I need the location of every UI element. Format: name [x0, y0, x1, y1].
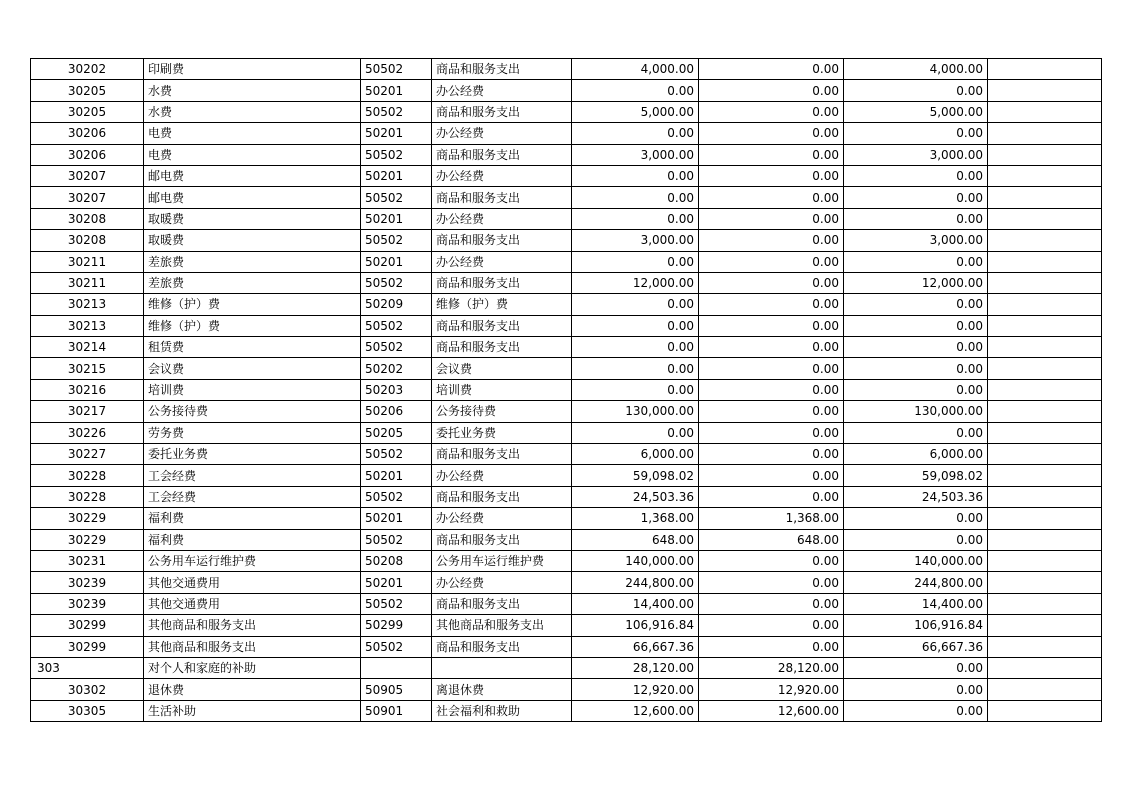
project-expense-cell: 106,916.84	[844, 615, 988, 636]
table-row	[31, 465, 1102, 486]
project-expense-cell: 14,400.00	[844, 593, 988, 614]
total-amount-cell: 0.00	[572, 165, 699, 186]
basic-expense-cell: 0.00	[699, 615, 844, 636]
note-cell	[988, 230, 1102, 251]
basic-expense-cell: 0.00	[699, 80, 844, 101]
basic-expense-cell: 0.00	[699, 230, 844, 251]
basic-expense-cell: 0.00	[699, 422, 844, 443]
econ-class-code-cell: 30231	[31, 550, 144, 571]
table-row	[31, 679, 1102, 700]
gov-econ-code-cell: 50502	[361, 59, 432, 80]
note-cell	[988, 593, 1102, 614]
gov-econ-code-cell: 50502	[361, 486, 432, 507]
gov-econ-code-cell: 50201	[361, 508, 432, 529]
note-cell	[988, 508, 1102, 529]
econ-class-name-cell: 委托业务费	[144, 444, 361, 465]
project-expense-cell: 0.00	[844, 208, 988, 229]
econ-class-code-cell: 30239	[31, 572, 144, 593]
project-expense-cell: 6,000.00	[844, 444, 988, 465]
table-row	[31, 144, 1102, 165]
gov-econ-name-cell: 商品和服务支出	[432, 444, 572, 465]
project-expense-cell: 244,800.00	[844, 572, 988, 593]
table-row	[31, 101, 1102, 122]
gov-econ-name-cell: 办公经费	[432, 508, 572, 529]
table-row	[31, 444, 1102, 465]
gov-econ-name-cell: 其他商品和服务支出	[432, 615, 572, 636]
total-amount-cell: 3,000.00	[572, 230, 699, 251]
note-cell	[988, 337, 1102, 358]
table-row	[31, 636, 1102, 657]
total-amount-cell: 0.00	[572, 294, 699, 315]
table-row	[31, 401, 1102, 422]
gov-econ-code-cell: 50202	[361, 358, 432, 379]
gov-econ-name-cell: 商品和服务支出	[432, 144, 572, 165]
total-amount-cell: 12,920.00	[572, 679, 699, 700]
gov-econ-name-cell: 离退休费	[432, 679, 572, 700]
basic-expense-cell: 0.00	[699, 59, 844, 80]
basic-expense-cell: 0.00	[699, 379, 844, 400]
econ-class-code-cell: 30239	[31, 593, 144, 614]
gov-econ-code-cell: 50206	[361, 401, 432, 422]
project-expense-cell: 12,000.00	[844, 272, 988, 293]
econ-class-code-cell: 30211	[31, 251, 144, 272]
note-cell	[988, 165, 1102, 186]
total-amount-cell: 0.00	[572, 208, 699, 229]
project-expense-cell: 0.00	[844, 508, 988, 529]
econ-class-name-cell: 生活补助	[144, 700, 361, 721]
project-expense-cell: 24,503.36	[844, 486, 988, 507]
gov-econ-name-cell: 社会福利和救助	[432, 700, 572, 721]
econ-class-code-cell: 30229	[31, 508, 144, 529]
basic-expense-cell: 0.00	[699, 337, 844, 358]
project-expense-cell: 0.00	[844, 80, 988, 101]
econ-class-name-cell: 公务接待费	[144, 401, 361, 422]
table-row	[31, 337, 1102, 358]
note-cell	[988, 123, 1102, 144]
project-expense-cell: 0.00	[844, 657, 988, 678]
econ-class-name-cell: 其他交通费用	[144, 572, 361, 593]
gov-econ-name-cell: 办公经费	[432, 165, 572, 186]
econ-class-name-cell: 其他商品和服务支出	[144, 636, 361, 657]
gov-econ-code-cell: 50299	[361, 615, 432, 636]
gov-econ-code-cell: 50502	[361, 315, 432, 336]
gov-econ-name-cell: 办公经费	[432, 572, 572, 593]
table-row	[31, 358, 1102, 379]
basic-expense-cell: 0.00	[699, 165, 844, 186]
basic-expense-cell: 0.00	[699, 272, 844, 293]
basic-expense-cell: 0.00	[699, 486, 844, 507]
gov-econ-name-cell: 办公经费	[432, 80, 572, 101]
note-cell	[988, 700, 1102, 721]
basic-expense-cell: 0.00	[699, 123, 844, 144]
econ-class-code-cell: 30299	[31, 615, 144, 636]
table-row	[31, 700, 1102, 721]
table-row	[31, 572, 1102, 593]
total-amount-cell: 0.00	[572, 379, 699, 400]
project-expense-cell: 0.00	[844, 294, 988, 315]
econ-class-name-cell: 工会经费	[144, 486, 361, 507]
project-expense-cell: 0.00	[844, 679, 988, 700]
econ-class-name-cell: 水费	[144, 80, 361, 101]
note-cell	[988, 401, 1102, 422]
econ-class-name-cell: 邮电费	[144, 165, 361, 186]
table-row	[31, 272, 1102, 293]
project-expense-cell: 140,000.00	[844, 550, 988, 571]
total-amount-cell: 6,000.00	[572, 444, 699, 465]
gov-econ-code-cell: 50201	[361, 123, 432, 144]
note-cell	[988, 80, 1102, 101]
gov-econ-code-cell: 50201	[361, 251, 432, 272]
project-expense-cell: 59,098.02	[844, 465, 988, 486]
total-amount-cell: 24,503.36	[572, 486, 699, 507]
gov-econ-code-cell: 50203	[361, 379, 432, 400]
econ-class-name-cell: 福利费	[144, 508, 361, 529]
gov-econ-code-cell: 50201	[361, 208, 432, 229]
project-expense-cell: 0.00	[844, 337, 988, 358]
gov-econ-name-cell: 商品和服务支出	[432, 59, 572, 80]
basic-expense-cell: 0.00	[699, 208, 844, 229]
basic-expense-cell: 0.00	[699, 636, 844, 657]
econ-class-code-cell: 30227	[31, 444, 144, 465]
total-amount-cell: 12,600.00	[572, 700, 699, 721]
econ-class-code-cell: 30229	[31, 529, 144, 550]
table-row	[31, 187, 1102, 208]
note-cell	[988, 379, 1102, 400]
gov-econ-name-cell: 公务用车运行维护费	[432, 550, 572, 571]
gov-econ-code-cell: 50502	[361, 444, 432, 465]
econ-class-name-cell: 其他商品和服务支出	[144, 615, 361, 636]
project-expense-cell: 130,000.00	[844, 401, 988, 422]
gov-econ-code-cell: 50502	[361, 230, 432, 251]
gov-econ-code-cell: 50502	[361, 101, 432, 122]
total-amount-cell: 0.00	[572, 315, 699, 336]
total-amount-cell: 4,000.00	[572, 59, 699, 80]
note-cell	[988, 187, 1102, 208]
gov-econ-name-cell: 商品和服务支出	[432, 593, 572, 614]
econ-class-name-cell: 印刷费	[144, 59, 361, 80]
basic-expense-cell: 648.00	[699, 529, 844, 550]
total-amount-cell: 0.00	[572, 337, 699, 358]
table-row	[31, 379, 1102, 400]
note-cell	[988, 657, 1102, 678]
gov-econ-code-cell: 50901	[361, 700, 432, 721]
gov-econ-name-cell: 会议费	[432, 358, 572, 379]
note-cell	[988, 444, 1102, 465]
total-amount-cell: 14,400.00	[572, 593, 699, 614]
econ-class-code-cell: 30213	[31, 294, 144, 315]
gov-econ-code-cell: 50201	[361, 465, 432, 486]
table-row	[31, 657, 1102, 678]
project-expense-cell: 0.00	[844, 315, 988, 336]
gov-econ-code-cell: 50201	[361, 80, 432, 101]
gov-econ-code-cell: 50201	[361, 572, 432, 593]
gov-econ-name-cell: 商品和服务支出	[432, 486, 572, 507]
econ-class-name-cell: 差旅费	[144, 251, 361, 272]
project-expense-cell: 3,000.00	[844, 144, 988, 165]
project-expense-cell: 66,667.36	[844, 636, 988, 657]
econ-class-name-cell: 取暖费	[144, 230, 361, 251]
table-row	[31, 230, 1102, 251]
table-row	[31, 486, 1102, 507]
total-amount-cell: 0.00	[572, 123, 699, 144]
econ-class-name-cell: 退休费	[144, 679, 361, 700]
project-expense-cell: 0.00	[844, 379, 988, 400]
project-expense-cell: 0.00	[844, 123, 988, 144]
project-expense-cell: 0.00	[844, 251, 988, 272]
gov-econ-name-cell	[432, 657, 572, 678]
table-row	[31, 422, 1102, 443]
total-amount-cell: 0.00	[572, 251, 699, 272]
gov-econ-code-cell: 50201	[361, 165, 432, 186]
note-cell	[988, 272, 1102, 293]
gov-econ-name-cell: 公务接待费	[432, 401, 572, 422]
econ-class-code-cell: 30211	[31, 272, 144, 293]
econ-class-code-cell: 30214	[31, 337, 144, 358]
table-row	[31, 615, 1102, 636]
note-cell	[988, 315, 1102, 336]
budget-table	[30, 58, 1102, 722]
note-cell	[988, 144, 1102, 165]
total-amount-cell: 28,120.00	[572, 657, 699, 678]
project-expense-cell: 0.00	[844, 700, 988, 721]
basic-expense-cell: 12,920.00	[699, 679, 844, 700]
note-cell	[988, 208, 1102, 229]
econ-class-code-cell: 30228	[31, 486, 144, 507]
gov-econ-code-cell: 50502	[361, 593, 432, 614]
gov-econ-code-cell: 50208	[361, 550, 432, 571]
econ-class-name-cell: 维修（护）费	[144, 294, 361, 315]
total-amount-cell: 66,667.36	[572, 636, 699, 657]
econ-class-code-cell: 30205	[31, 101, 144, 122]
basic-expense-cell: 1,368.00	[699, 508, 844, 529]
econ-class-name-cell: 取暖费	[144, 208, 361, 229]
econ-class-code-cell: 30207	[31, 187, 144, 208]
note-cell	[988, 636, 1102, 657]
basic-expense-cell: 0.00	[699, 251, 844, 272]
econ-class-code-cell: 30206	[31, 144, 144, 165]
gov-econ-code-cell: 50205	[361, 422, 432, 443]
total-amount-cell: 3,000.00	[572, 144, 699, 165]
note-cell	[988, 422, 1102, 443]
total-amount-cell: 130,000.00	[572, 401, 699, 422]
gov-econ-name-cell: 商品和服务支出	[432, 529, 572, 550]
total-amount-cell: 244,800.00	[572, 572, 699, 593]
gov-econ-code-cell: 50209	[361, 294, 432, 315]
gov-econ-name-cell: 办公经费	[432, 208, 572, 229]
gov-econ-name-cell: 商品和服务支出	[432, 187, 572, 208]
econ-class-code-cell: 30226	[31, 422, 144, 443]
econ-class-name-cell: 福利费	[144, 529, 361, 550]
table-row	[31, 208, 1102, 229]
total-amount-cell: 0.00	[572, 422, 699, 443]
table-body	[31, 59, 1102, 722]
gov-econ-name-cell: 商品和服务支出	[432, 337, 572, 358]
basic-expense-cell: 0.00	[699, 465, 844, 486]
econ-class-name-cell: 其他交通费用	[144, 593, 361, 614]
total-amount-cell: 648.00	[572, 529, 699, 550]
basic-expense-cell: 0.00	[699, 294, 844, 315]
basic-expense-cell: 0.00	[699, 144, 844, 165]
total-amount-cell: 1,368.00	[572, 508, 699, 529]
total-amount-cell: 0.00	[572, 358, 699, 379]
gov-econ-name-cell: 商品和服务支出	[432, 230, 572, 251]
gov-econ-name-cell: 商品和服务支出	[432, 272, 572, 293]
gov-econ-name-cell: 商品和服务支出	[432, 636, 572, 657]
total-amount-cell: 59,098.02	[572, 465, 699, 486]
table-row	[31, 508, 1102, 529]
econ-class-code-cell: 30205	[31, 80, 144, 101]
project-expense-cell: 0.00	[844, 165, 988, 186]
project-expense-cell: 0.00	[844, 529, 988, 550]
total-amount-cell: 12,000.00	[572, 272, 699, 293]
table-row	[31, 59, 1102, 80]
econ-class-code-cell: 30206	[31, 123, 144, 144]
table-row	[31, 315, 1102, 336]
gov-econ-code-cell	[361, 657, 432, 678]
econ-class-name-cell: 差旅费	[144, 272, 361, 293]
total-amount-cell: 5,000.00	[572, 101, 699, 122]
gov-econ-name-cell: 办公经费	[432, 123, 572, 144]
basic-expense-cell: 0.00	[699, 358, 844, 379]
note-cell	[988, 550, 1102, 571]
table-row	[31, 165, 1102, 186]
gov-econ-code-cell: 50502	[361, 529, 432, 550]
table-row	[31, 251, 1102, 272]
note-cell	[988, 486, 1102, 507]
econ-class-name-cell: 维修（护）费	[144, 315, 361, 336]
econ-class-name-cell: 会议费	[144, 358, 361, 379]
econ-class-code-cell: 30208	[31, 208, 144, 229]
note-cell	[988, 294, 1102, 315]
econ-class-name-cell: 邮电费	[144, 187, 361, 208]
note-cell	[988, 529, 1102, 550]
project-expense-cell: 3,000.00	[844, 230, 988, 251]
table-row	[31, 529, 1102, 550]
econ-class-code-cell: 30202	[31, 59, 144, 80]
econ-class-name-cell: 水费	[144, 101, 361, 122]
econ-class-code-cell: 30299	[31, 636, 144, 657]
note-cell	[988, 251, 1102, 272]
basic-expense-cell: 0.00	[699, 315, 844, 336]
total-amount-cell: 140,000.00	[572, 550, 699, 571]
econ-class-code-cell: 30213	[31, 315, 144, 336]
note-cell	[988, 679, 1102, 700]
econ-class-name-cell: 培训费	[144, 379, 361, 400]
table-row	[31, 294, 1102, 315]
total-amount-cell: 106,916.84	[572, 615, 699, 636]
gov-econ-code-cell: 50502	[361, 272, 432, 293]
econ-class-code-cell: 30305	[31, 700, 144, 721]
econ-class-name-cell: 电费	[144, 144, 361, 165]
econ-class-name-cell: 电费	[144, 123, 361, 144]
gov-econ-code-cell: 50502	[361, 187, 432, 208]
econ-class-name-cell: 工会经费	[144, 465, 361, 486]
project-expense-cell: 0.00	[844, 358, 988, 379]
gov-econ-name-cell: 办公经费	[432, 251, 572, 272]
table-row	[31, 123, 1102, 144]
note-cell	[988, 572, 1102, 593]
econ-class-code-cell: 30216	[31, 379, 144, 400]
table-row	[31, 80, 1102, 101]
basic-expense-cell: 0.00	[699, 572, 844, 593]
note-cell	[988, 101, 1102, 122]
basic-expense-cell: 12,600.00	[699, 700, 844, 721]
note-cell	[988, 59, 1102, 80]
total-amount-cell: 0.00	[572, 80, 699, 101]
econ-class-code-cell: 30207	[31, 165, 144, 186]
gov-econ-code-cell: 50502	[361, 636, 432, 657]
total-amount-cell: 0.00	[572, 187, 699, 208]
econ-class-code-cell: 30302	[31, 679, 144, 700]
note-cell	[988, 615, 1102, 636]
econ-class-name-cell: 公务用车运行维护费	[144, 550, 361, 571]
econ-class-code-cell: 30215	[31, 358, 144, 379]
basic-expense-cell: 0.00	[699, 101, 844, 122]
econ-class-code-cell: 30217	[31, 401, 144, 422]
basic-expense-cell: 0.00	[699, 550, 844, 571]
note-cell	[988, 358, 1102, 379]
gov-econ-code-cell: 50502	[361, 337, 432, 358]
table-row	[31, 593, 1102, 614]
table-row	[31, 550, 1102, 571]
basic-expense-cell: 0.00	[699, 187, 844, 208]
econ-class-name-cell: 劳务费	[144, 422, 361, 443]
basic-expense-cell: 0.00	[699, 444, 844, 465]
gov-econ-code-cell: 50502	[361, 144, 432, 165]
note-cell	[988, 465, 1102, 486]
econ-class-code-cell: 30228	[31, 465, 144, 486]
project-expense-cell: 0.00	[844, 187, 988, 208]
econ-class-code-cell: 303	[31, 657, 144, 678]
project-expense-cell: 0.00	[844, 422, 988, 443]
gov-econ-code-cell: 50905	[361, 679, 432, 700]
gov-econ-name-cell: 委托业务费	[432, 422, 572, 443]
gov-econ-name-cell: 维修（护）费	[432, 294, 572, 315]
gov-econ-name-cell: 办公经费	[432, 465, 572, 486]
basic-expense-cell: 0.00	[699, 593, 844, 614]
gov-econ-name-cell: 培训费	[432, 379, 572, 400]
econ-class-name-cell: 租赁费	[144, 337, 361, 358]
econ-class-name-cell: 对个人和家庭的补助	[144, 657, 361, 678]
basic-expense-cell: 28,120.00	[699, 657, 844, 678]
project-expense-cell: 5,000.00	[844, 101, 988, 122]
gov-econ-name-cell: 商品和服务支出	[432, 315, 572, 336]
basic-expense-cell: 0.00	[699, 401, 844, 422]
econ-class-code-cell: 30208	[31, 230, 144, 251]
project-expense-cell: 4,000.00	[844, 59, 988, 80]
gov-econ-name-cell: 商品和服务支出	[432, 101, 572, 122]
